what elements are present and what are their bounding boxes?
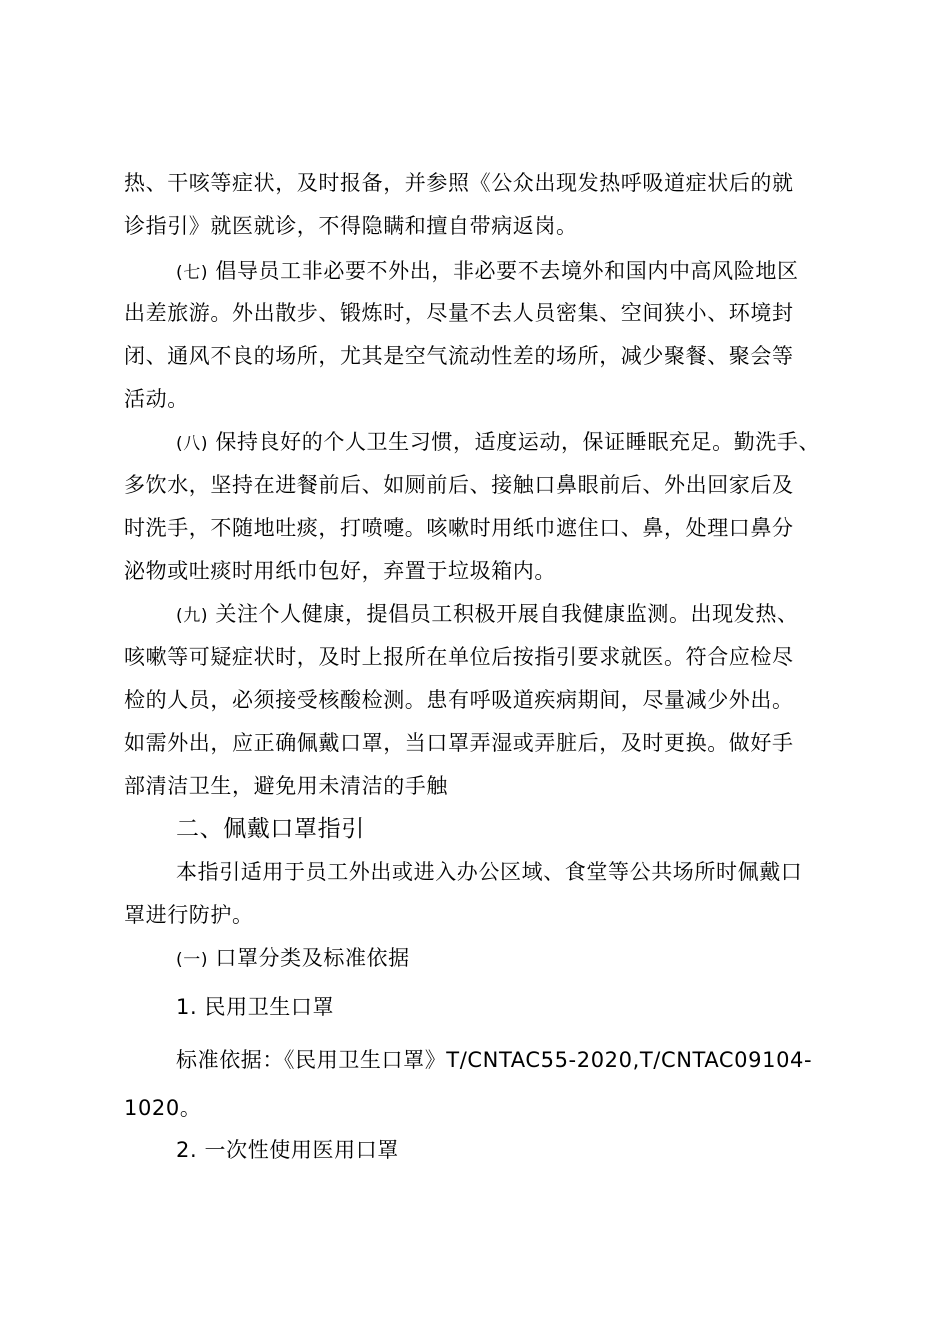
paragraph-line: 标准依据：《民用卫生口罩》T/CNTAC55-2020,T/CNTAC09104- [176,1048,813,1072]
paragraph-line: 如需外出，应正确佩戴口罩，当口罩弄湿或弄脏后，及时更换。做好手 [124,731,794,755]
paragraph-text: 倡导员工非必要不外出，非必要不去境外和国内中高风险地区 [215,259,799,283]
paragraph-line: 出差旅游。外出散步、锻炼时，尽量不去人员密集、空间狭小、环境封 [124,301,794,325]
paragraph-line: 多饮水，坚持在进餐前后、如厕前后、接触口鼻眼前后、外出回家后及 [124,473,794,497]
list-marker: (八) [176,434,209,454]
paragraph-line: 热、干咳等症状，及时报备，并参照《公众出现发热呼吸道症状后的就 [124,171,794,195]
list-marker: (七) [176,263,209,283]
item-heading: 1. 民用卫生口罩 [176,995,335,1019]
paragraph-text: 保持良好的个人卫生习惯，适度运动，保证睡眠充足。勤洗手、 [215,430,821,454]
paragraph-text: 关注个人健康，提倡员工积极开展自我健康监测。出现发热、 [215,602,799,626]
paragraph-line: 罩进行防护。 [124,903,254,927]
paragraph-line: 本指引适用于员工外出或进入办公区域、食堂等公共场所时佩戴口 [176,860,803,884]
paragraph-line: 泌物或吐痰时用纸巾包好，弃置于垃圾箱内。 [124,559,556,583]
list-marker: (九) [176,606,209,626]
paragraph-line: 检的人员，必须接受核酸检测。患有呼吸道疾病期间，尽量减少外出。 [124,688,794,712]
subsection-title: 口罩分类及标准依据 [215,946,410,970]
list-marker: (一) [176,950,209,970]
item-heading: 2. 一次性使用医用口罩 [176,1138,399,1162]
paragraph-line: 诊指引》就医就诊，不得隐瞒和擅自带病返岗。 [124,214,578,238]
paragraph-7-first-line [176,256,799,288]
subsection-heading [176,943,410,975]
paragraph-line: 闭、通风不良的场所，尤其是空气流动性差的场所，减少聚餐、聚会等 [124,344,794,368]
paragraph-line: 咳嗽等可疑症状时，及时上报所在单位后按指引要求就医。符合应检尽 [124,645,794,669]
paragraph-line: 1020。 [124,1096,202,1120]
paragraph-8-first-line [176,427,820,459]
section-heading: 二、佩戴口罩指引 [176,816,365,842]
paragraph-line: 部清洁卫生，避免用未清洁的手触 [124,774,448,798]
paragraph-line: 时洗手，不随地吐痰，打喷嚏。咳嗽时用纸巾遮住口、鼻，处理口鼻分 [124,516,794,540]
paragraph-9-first-line [176,599,799,631]
paragraph-line: 活动。 [124,387,189,411]
